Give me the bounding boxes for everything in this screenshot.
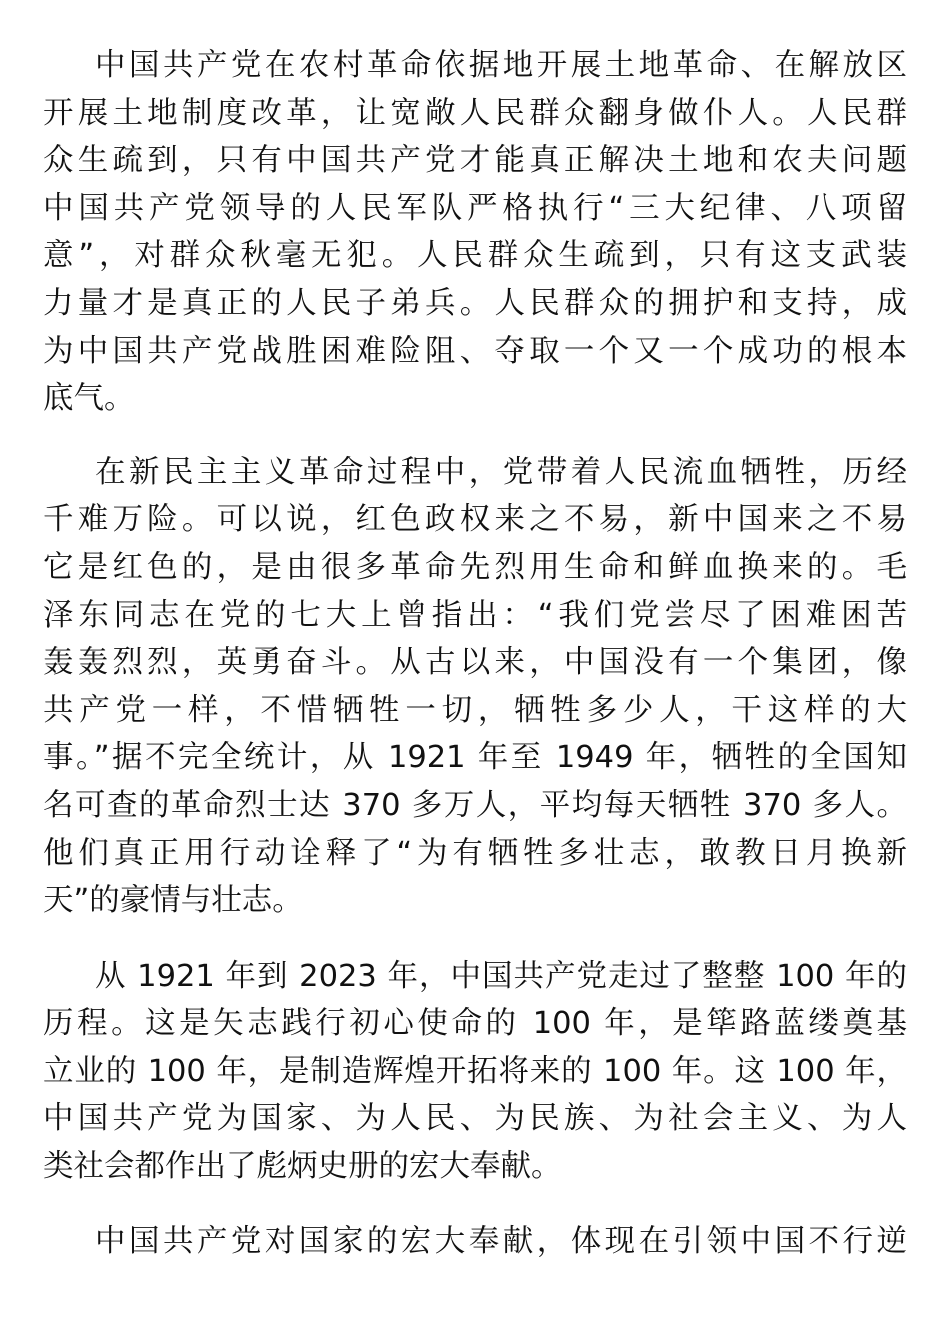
text-line: 为中国共产党战胜困难险阻、夺取一个又一个成功的根本 — [43, 333, 907, 369]
paragraph-3 — [43, 953, 907, 1191]
text-line: 历程。这是矢志践行初心使命的 100 年，是筚路蓝缕奠基 — [43, 1006, 907, 1042]
paragraph-2 — [43, 449, 907, 925]
text-line: 共产党一样，不惜牺牲一切，牺牲多少人，干这样的大 — [43, 692, 907, 728]
text-line: 天”的豪情与壮志。 — [43, 883, 303, 919]
text-line: 意”，对群众秋毫无犯。人民群众生疏到，只有这支武装 — [43, 238, 907, 274]
text-line: 立业的 100 年，是制造辉煌开拓将来的 100 年。这 100 年， — [43, 1053, 907, 1089]
text-line: 中国共产党为国家、为人民、为民族、为社会主义、为人 — [43, 1101, 907, 1137]
text-line: 轰轰烈烈，英勇奋斗。从古以来，中国没有一个集团，像 — [43, 645, 907, 681]
text-line: 开展土地制度改革，让宽敞人民群众翻身做仆人。人民群 — [43, 95, 907, 131]
text-line: 在新民主主义革命过程中，党带着人民流血牺牲，历经 — [95, 454, 907, 490]
text-line: 事。”据不完全统计，从 1921 年至 1949 年，牺牲的全国知 — [43, 740, 907, 776]
text-line: 力量才是真正的人民子弟兵。人民群众的拥护和支持，成 — [43, 285, 907, 321]
paragraph-1 — [43, 42, 907, 423]
text-line: 中国共产党领导的人民军队严格执行“三大纪律、八项留 — [43, 190, 907, 226]
text-line: 从 1921 年到 2023 年，中国共产党走过了整整 100 年的 — [95, 958, 907, 994]
text-line: 中国共产党在农村革命依据地开展土地革命、在解放区 — [95, 48, 907, 83]
text-line: 底气。 — [43, 381, 135, 417]
text-line: 泽东同志在党的七大上曾指出：“我们党尝尽了困难困苦 — [43, 597, 907, 633]
text-line: 类社会都作出了彪炳史册的宏大奉献。 — [43, 1149, 562, 1185]
text-line: 名可查的革命烈士达 370 多万人，平均每天牺牲 370 多人。 — [43, 787, 907, 823]
text-line: 它是红色的，是由很多革命先烈用生命和鲜血换来的。毛 — [43, 549, 907, 585]
text-line: 中国共产党对国家的宏大奉献，体现在引领中国不行逆 — [95, 1223, 907, 1259]
text-line: 千难万险。可以说，红色政权来之不易，新中国来之不易 — [43, 502, 907, 538]
paragraph-4 — [43, 1218, 907, 1266]
text-line: 他们真正用行动诠释了“为有牺牲多壮志，敢教日月换新 — [43, 835, 907, 871]
document-page — [43, 42, 907, 1291]
text-line: 众生疏到，只有中国共产党才能真正解决土地和农夫问题 — [43, 143, 907, 179]
